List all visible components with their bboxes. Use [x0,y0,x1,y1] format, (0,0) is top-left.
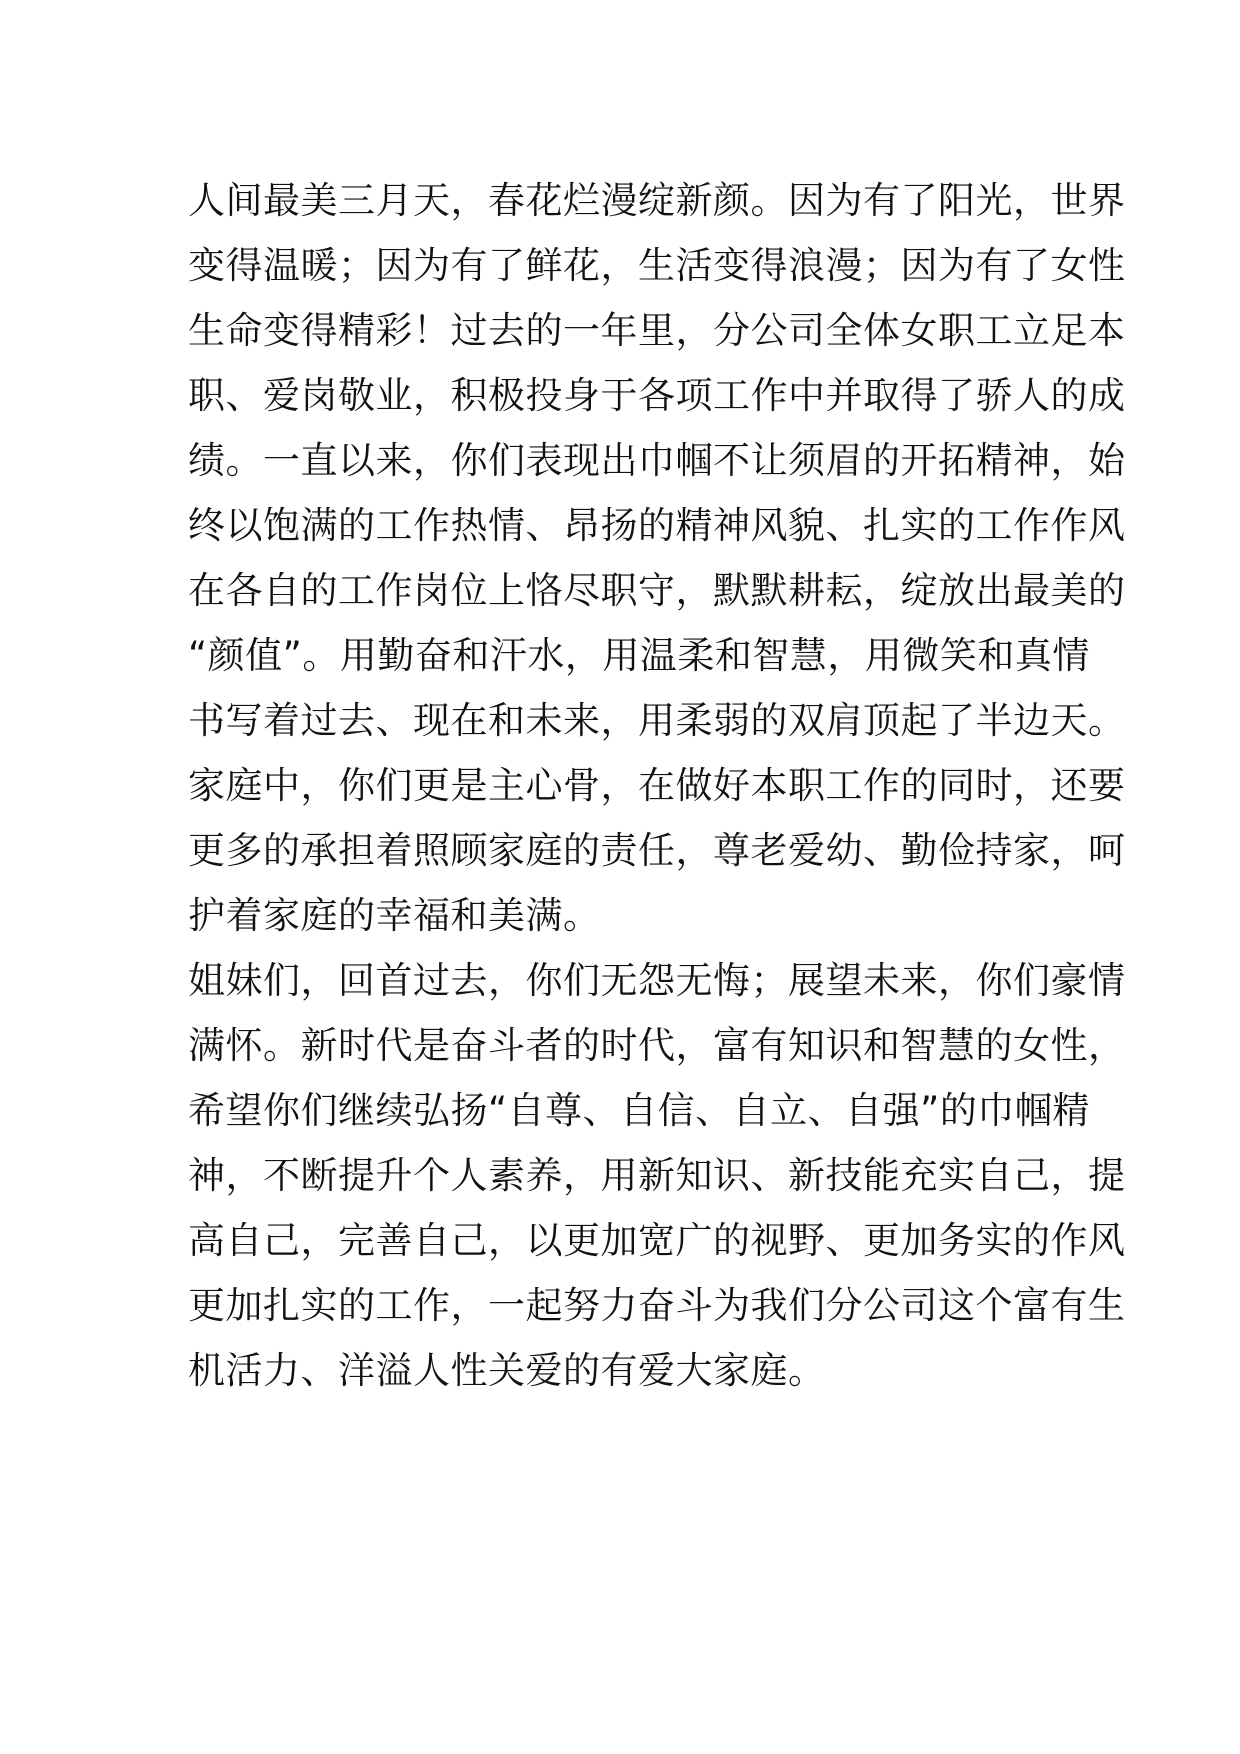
text-line: 在各自的工作岗位上恪尽职守，默默耕耘，绽放出最美的 [188,569,1126,612]
text-line: 神，不断提升个人素养，用新知识、新技能充实自己，提 [188,1154,1126,1197]
text-line: 满怀。新时代是奋斗者的时代，富有知识和智慧的女性， [188,1024,1126,1067]
text-line: 绩。一直以来，你们表现出巾帼不让须眉的开拓精神，始 [188,439,1126,482]
text-line: 变得温暖；因为有了鲜花，生活变得浪漫；因为有了女性 [188,244,1126,287]
text-line: 机活力、洋溢人性关爱的有爱大家庭。 [188,1349,826,1392]
text-line: 人间最美三月天，春花烂漫绽新颜。因为有了阳光，世界 [188,179,1126,222]
text-line: 职、爱岗敬业，积极投身于各项工作中并取得了骄人的成 [188,374,1126,417]
text-line: 更加扎实的工作，一起努力奋斗为我们分公司这个富有生 [188,1284,1126,1327]
text-line: 希望你们继续弘扬“自尊、自信、自立、自强”的巾帼精 [188,1089,1090,1132]
text-line: 高自己，完善自己，以更加宽广的视野、更加务实的作风 [188,1219,1126,1262]
text-line: 护着家庭的幸福和美满。 [188,894,601,937]
text-line: 书写着过去、现在和未来，用柔弱的双肩顶起了半边天。 [188,699,1126,742]
document-text [188,168,1126,1403]
text-line: 姐妹们，回首过去，你们无怨无悔；展望未来，你们豪情 [188,959,1126,1002]
text-line: 更多的承担着照顾家庭的责任，尊老爱幼、勤俭持家，呵 [188,829,1126,872]
text-line: “颜值”。用勤奋和汗水，用温柔和智慧，用微笑和真情 [188,634,1090,677]
text-line: 家庭中，你们更是主心骨，在做好本职工作的同时，还要 [188,764,1126,807]
text-line: 生命变得精彩！过去的一年里，分公司全体女职工立足本 [188,309,1126,352]
text-line: 终以饱满的工作热情、昂扬的精神风貌、扎实的工作作风 [188,504,1126,547]
